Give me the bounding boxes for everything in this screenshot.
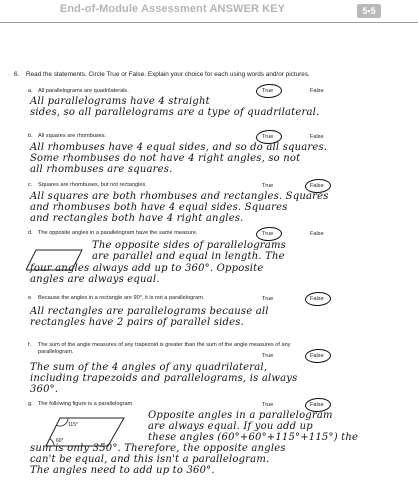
question-instruction: Read the statements. Circle True or False. Explain your choice for each using words and/or pictures. — [26, 71, 310, 78]
handwriting-line: four angles always add up to 360°. Opposite — [30, 263, 264, 274]
handwriting-line: The opposite sides of parallelograms — [92, 240, 286, 251]
statement-text: The opposite angles in a parallelogram have the same measure. — [38, 230, 198, 236]
statement-text: All parallelograms are quadrilaterals. — [38, 88, 129, 94]
handwritten-answer-c — [30, 191, 329, 224]
handwriting-line: Some rhombuses do not have 4 right angles, so not — [30, 153, 301, 164]
handwriting-line: The sum of the 4 angles of any quadrilateral, — [30, 362, 268, 373]
statement-c — [28, 182, 147, 188]
handwriting-line: All parallelograms have 4 straight — [30, 96, 210, 107]
handwritten-answer-d-bottom — [30, 263, 264, 285]
true-option-a[interactable]: True — [262, 88, 274, 94]
item-letter: f. — [28, 342, 32, 348]
false-option-a[interactable]: False — [310, 88, 324, 94]
header-title: End-of-Module Assessment ANSWER KEY — [59, 3, 286, 15]
statement-text: Because the angles in a rectangle are 90°, it is not a parallelogram. — [38, 295, 205, 301]
handwriting-line: sum is only 350°. Therefore, the opposite angles — [30, 443, 286, 454]
handwriting-line: these angles (60°+60°+115°+115°) the — [148, 432, 359, 443]
false-option-c[interactable]: False — [310, 183, 324, 189]
item-letter: b. — [28, 133, 33, 139]
handwriting-line: can't be equal, and this isn't a parallelogram. — [30, 454, 270, 465]
handwritten-answer-a — [30, 96, 319, 118]
handwriting-line: are parallel and equal in length. The — [92, 251, 285, 262]
grade-badge: 5•5 — [357, 4, 381, 18]
true-option-e[interactable]: True — [262, 296, 274, 302]
handwriting-line: All rectangles are parallelograms because all — [30, 306, 269, 317]
true-option-f[interactable]: True — [262, 353, 274, 359]
item-letter: g. — [28, 401, 33, 407]
statement-text: Squares are rhombuses, but not rectangles. — [38, 182, 147, 188]
question-intro — [14, 71, 310, 78]
item-letter: c. — [28, 182, 33, 188]
handwriting-line: all rhombuses are squares. — [30, 164, 173, 175]
angle-label-60: 60° — [56, 438, 64, 444]
handwriting-line: angles are always equal. — [30, 274, 160, 285]
statement-b — [28, 133, 107, 139]
angle-label-115: 115° — [68, 422, 78, 428]
handwriting-line: and rhombuses both have 4 equal sides. Squares — [30, 202, 288, 213]
handwritten-answer-g-bottom — [30, 443, 286, 476]
true-option-d[interactable]: True — [262, 231, 274, 237]
false-option-f[interactable]: False — [310, 353, 324, 359]
true-option-g[interactable]: True — [262, 402, 274, 408]
handwritten-answer-e — [30, 306, 269, 328]
handwritten-answer-f — [30, 362, 298, 395]
statement-text: All squares are rhombuses. — [38, 133, 107, 139]
handwriting-line: sides, so all parallelograms are a type of quadrilateral. — [30, 107, 320, 118]
answer-circle-e — [305, 291, 332, 306]
false-option-d[interactable]: False — [310, 231, 324, 237]
statement-text: The following figure is a parallelogram. — [38, 401, 134, 407]
statement-a — [28, 88, 129, 94]
handwriting-line: Opposite angles in a parallelogram — [148, 410, 333, 421]
handwritten-answer-g-top — [148, 410, 358, 443]
page-header — [0, 0, 418, 23]
handwriting-line: rectangles have 2 pairs of parallel sides. — [30, 317, 244, 328]
statement-f-line2: parallelogram. — [38, 349, 74, 355]
item-letter: a. — [28, 88, 33, 94]
false-option-g[interactable]: False — [310, 402, 324, 408]
true-option-c[interactable]: True — [262, 183, 274, 189]
statement-f — [28, 342, 291, 348]
handwriting-line: 360°. — [30, 384, 59, 395]
handwriting-line: All rhombuses have 4 equal sides, and so do all squares. — [30, 142, 328, 153]
false-option-b[interactable]: False — [310, 134, 324, 140]
handwriting-line: and rectangles both have 4 right angles. — [30, 213, 244, 224]
false-option-e[interactable]: False — [310, 296, 324, 302]
item-letter: e. — [28, 295, 33, 301]
statement-text: The sum of the angle measures of any trapezoid is greater than the sum of the angle measures of any — [38, 342, 291, 348]
item-letter: d. — [28, 230, 33, 236]
statement-e — [28, 295, 205, 301]
answer-circle-f — [305, 348, 332, 363]
handwritten-answer-b — [30, 142, 327, 175]
handwritten-answer-d-top — [92, 240, 286, 262]
question-number: 6. — [14, 71, 20, 78]
handwriting-line: All squares are both rhombuses and rectangles. Squares — [30, 191, 329, 202]
handwriting-line: The angles need to add up to 360°. — [30, 465, 215, 476]
handwriting-line: including trapezoids and parallelograms, is always — [30, 373, 298, 384]
handwriting-line: are always equal. If you add up — [148, 421, 313, 432]
true-option-b[interactable]: True — [262, 134, 274, 140]
statement-d — [28, 230, 198, 236]
statement-g — [28, 401, 134, 407]
